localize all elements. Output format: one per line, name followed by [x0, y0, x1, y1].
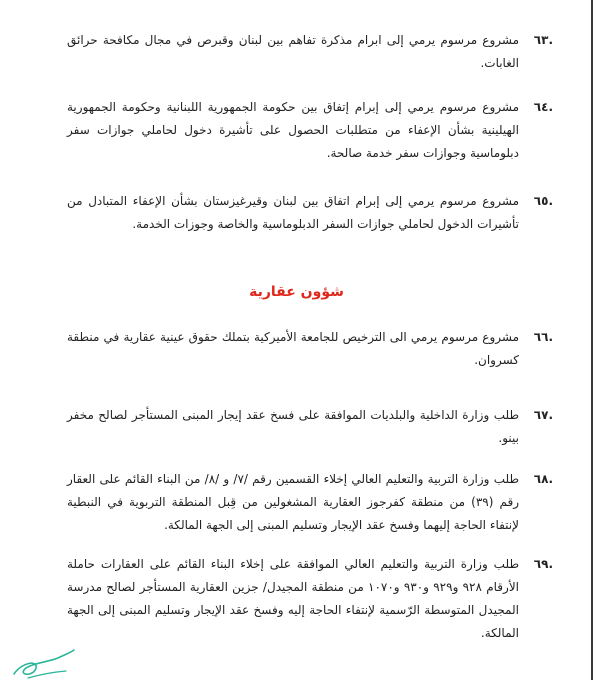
- item-text: طلب وزارة الداخلية والبلديات الموافقة على فسخ عقد إيجار المبنى المستأجر لصالح مخفر بينو.: [67, 408, 519, 445]
- item-number: .٦٦: [533, 330, 553, 344]
- item-number: .٦٧: [533, 408, 553, 422]
- list-item-64: [67, 96, 553, 165]
- item-text: مشروع مرسوم يرمي الى الترخيص للجامعة الأميركية بتملك حقوق عينية عقارية في منطقة كسروان.: [67, 330, 519, 367]
- list-item-63: [67, 29, 553, 75]
- item-number: .٦٥: [533, 194, 553, 208]
- item-text: مشروع مرسوم يرمي إلى ابرام مذكرة تفاهم بين لبنان وقبرص في مجال مكافحة حرائق الغابات.: [67, 33, 519, 70]
- handwritten-signature: [8, 644, 88, 680]
- item-number: .٦٤: [533, 100, 553, 114]
- list-item-65: [67, 190, 553, 236]
- item-number: .٦٣: [533, 33, 553, 47]
- item-number: .٦٨: [533, 472, 553, 486]
- item-text: مشروع مرسوم يرمي إلى إبرام إتفاق بين حكومة الجمهورية اللبنانية وحكومة الجمهورية الهيلينية بشأن الإعفاء من متطلبات الحصول على تأشيرة دخول لحاملي جوازات سفر دبلوماسية وجوازات سفر خدمة صالحة.: [67, 100, 519, 160]
- item-text: طلب وزارة التربية والتعليم العالي الموافقة على إخلاء البناء القائم على العقارات حاملة الأرقام ٩٢٨ و٩٢٩ و٩٣٠ و١٠٧٠ من منطقة المجيدل/ جزين العقارية المستأجر لصالح مدرسة المجيدل المتوسطة الرّسمية لإنتفاء الحاجة إليه وفسخ عقد الإيجار وتسليم المبنى إلى الجهة المالكة.: [67, 557, 519, 640]
- item-text: طلب وزارة التربية والتعليم العالي إخلاء القسمين رقم /٧/ و /٨/ من البناء القائم على العقار رقم (٣٩) من منطقة كفرجوز العقارية المشغولين من قِبل المنطقة التربوية في النبطية لإنتفاء الحاجة إليهما وفسخ عقد الإيجار وتسليم المبنى إلى الجهة المالكة.: [67, 472, 520, 532]
- item-text: مشروع مرسوم يرمي إلى إبرام اتفاق بين لبنان وقيرغيزستان بشأن الإعفاء المتبادل من تأشيرات الدخول لحاملي جوازات السفر الدبلوماسية والخاصة وجوزات الخدمة.: [67, 194, 519, 231]
- item-number: .٦٩: [533, 557, 553, 571]
- section-heading: شؤون عقارية: [249, 284, 344, 300]
- list-item-69: [67, 553, 553, 645]
- list-item-66: [67, 326, 553, 372]
- list-item-68: [67, 468, 553, 537]
- list-item-67: [67, 404, 553, 450]
